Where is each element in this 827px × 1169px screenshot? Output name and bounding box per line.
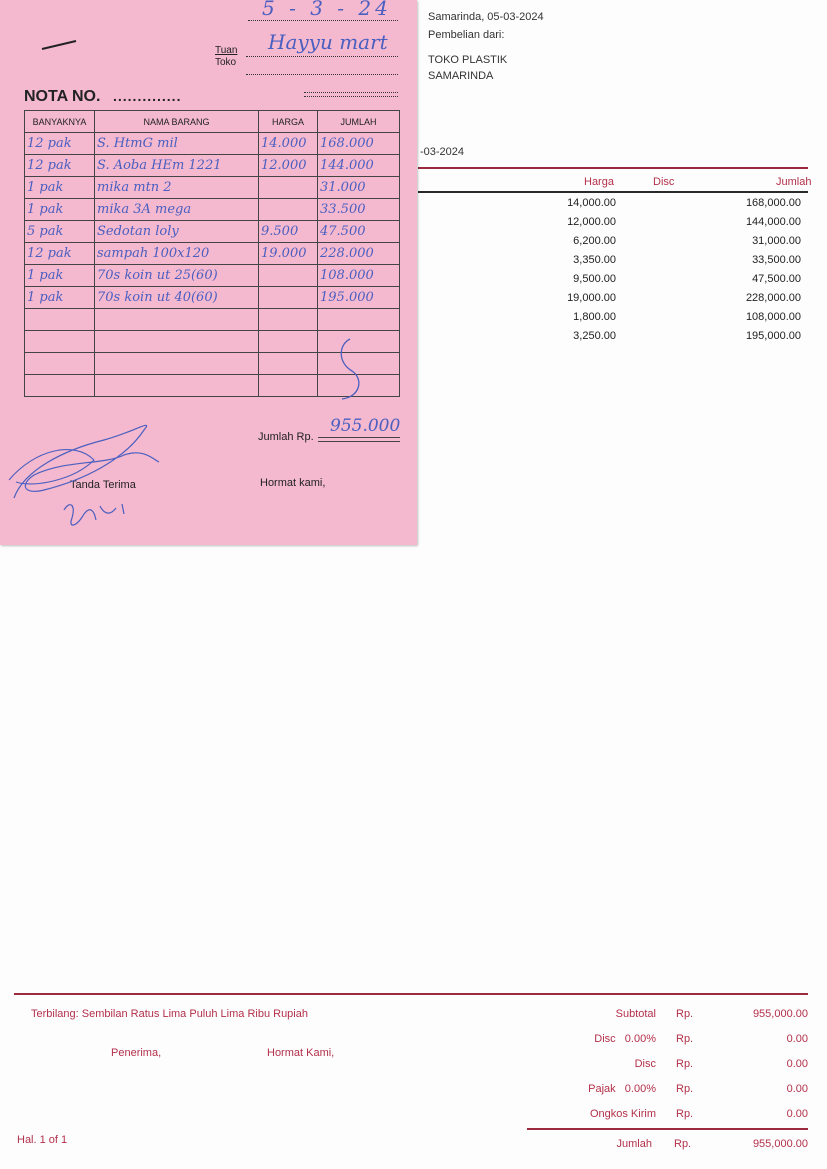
total-rule <box>527 1128 808 1130</box>
header-price: HARGA <box>259 111 318 133</box>
customer-dotted-line-1 <box>246 56 398 57</box>
receipt-cell-price <box>259 265 318 287</box>
table-header-rule <box>418 191 808 193</box>
scribble-mark-icon <box>330 335 370 405</box>
invoice-row-amount: 31,000.00 <box>752 235 801 247</box>
summary-currency: Rp. <box>676 1033 694 1045</box>
receipt-cell-price <box>259 331 318 353</box>
header-qty: BANYAKNYA <box>25 111 95 133</box>
receipt-hand-name: S. HtmG mil <box>97 136 178 151</box>
receipt-hand-amount: 31.000 <box>320 180 366 195</box>
sign-receiver-label: Tanda Terima <box>70 479 136 491</box>
receipt-date-hand: 5 - 3 - 24 <box>262 0 392 20</box>
receipt-hand-name: Sedotan loly <box>97 224 179 239</box>
receipt-cell-qty <box>25 155 95 177</box>
invoice-row-amount: 228,000.00 <box>745 292 801 304</box>
customer-name-hand: Hayyu mart <box>268 30 388 54</box>
nota-number-dots: .............. <box>113 88 182 104</box>
invoice-row-price: 6,200.00 <box>573 235 616 247</box>
col-header-price: Harga <box>584 176 614 188</box>
summary-label: Pajak 0.00% <box>588 1083 656 1095</box>
receiver-label: Penerima, <box>111 1047 162 1059</box>
svg-text:Andi: Andi <box>74 530 77 531</box>
summary-value: 955,000.00 <box>752 1008 808 1020</box>
receipt-cell-qty <box>25 177 95 199</box>
receipt-cell-price <box>259 375 318 397</box>
receipt-hand-name: sampah 100x120 <box>97 246 210 261</box>
invoice-row-amount: 195,000.00 <box>745 330 801 342</box>
receipt-cell-qty <box>25 265 95 287</box>
receipt-hand-qty: 1 pak <box>27 202 64 217</box>
tuan-label: Tuan <box>215 45 238 56</box>
place-date: Samarinda, 05-03-2024 <box>428 11 544 23</box>
summary-value: 0.00 <box>786 1033 808 1045</box>
receipt-hand-name: mika 3A mega <box>97 202 192 217</box>
receipt-cell-qty <box>25 375 95 397</box>
receipt-hand-name: 70s koin ut 25(60) <box>97 268 218 283</box>
receipt-hand-price: 14.000 <box>261 136 307 151</box>
col-header-amount: Jumlah <box>776 176 812 188</box>
page-label: Hal. 1 of 1 <box>17 1134 68 1146</box>
receipt-cell-name <box>95 177 259 199</box>
receipt-hand-qty: 1 pak <box>27 268 64 283</box>
receipt-hand-qty: 1 pak <box>27 290 64 305</box>
regards-label: Hormat Kami, <box>267 1047 335 1059</box>
receipt-cell-price <box>259 199 318 221</box>
receipt-total-underline-1 <box>318 437 400 438</box>
receipt-cell-price <box>259 309 318 331</box>
receipt-cell-amount <box>318 287 400 309</box>
receipt-cell-price <box>259 287 318 309</box>
receipt-cell-qty <box>25 221 95 243</box>
summary-label: Disc <box>634 1058 656 1070</box>
total-label: Jumlah <box>616 1138 652 1150</box>
vendor-city: SAMARINDA <box>428 70 494 82</box>
date-dotted-line <box>248 20 398 21</box>
pen-mark-icon <box>40 38 80 52</box>
total-currency: Rp. <box>674 1138 692 1150</box>
receipt-cell-name <box>95 221 259 243</box>
receipt-cell-name <box>95 243 259 265</box>
receipt-cell-qty <box>25 309 95 331</box>
receipt-row <box>25 265 400 287</box>
receipt-cell-amount <box>318 177 400 199</box>
receipt-total-hand: 955.000 <box>330 416 401 436</box>
receipt-hand-amount: 144.000 <box>320 158 374 173</box>
invoice-row-price: 3,350.00 <box>573 254 616 266</box>
invoice-row-amount: 108,000.00 <box>745 311 801 323</box>
receipt-cell-name <box>95 309 259 331</box>
summary-value: 0.00 <box>786 1108 808 1120</box>
purchase-from-label: Pembelian dari: <box>428 29 505 41</box>
invoice-row-amount: 144,000.00 <box>745 216 801 228</box>
receipt-cell-qty <box>25 287 95 309</box>
receipt-cell-price <box>259 353 318 375</box>
receipt-hand-qty: 12 pak <box>27 158 72 173</box>
receipt-hand-amount: 168.000 <box>320 136 374 151</box>
summary-label: Disc 0.00% <box>594 1033 656 1045</box>
summary-value: 0.00 <box>786 1058 808 1070</box>
receipt-hand-price: 12.000 <box>261 158 307 173</box>
receipt-cell-amount <box>318 243 400 265</box>
invoice-row-price: 12,000.00 <box>567 216 616 228</box>
summary-currency: Rp. <box>676 1108 694 1120</box>
toko-label: Toko <box>215 57 237 68</box>
invoice-row-price: 19,000.00 <box>567 292 616 304</box>
summary-currency: Rp. <box>676 1083 694 1095</box>
receipt-hand-amount: 195.000 <box>320 290 374 305</box>
receipt-cell-qty <box>25 331 95 353</box>
sign-regards-label: Hormat kami, <box>260 477 326 489</box>
receipt-cell-name <box>95 331 259 353</box>
nota-label: NOTA NO. <box>24 88 101 105</box>
col-header-disc: Disc <box>653 176 675 188</box>
receipt-row <box>25 133 400 155</box>
receipt-hand-name: 70s koin ut 40(60) <box>97 290 218 305</box>
receipt-row <box>25 243 400 265</box>
invoice-row-price: 1,800.00 <box>573 311 616 323</box>
receipt-cell-name <box>95 199 259 221</box>
receipt-cell-name <box>95 353 259 375</box>
receipt-cell-amount <box>318 199 400 221</box>
receipt-cell-qty <box>25 133 95 155</box>
receipt-cell-price <box>259 221 318 243</box>
receipt-hand-qty: 12 pak <box>27 246 72 261</box>
summary-currency: Rp. <box>676 1058 694 1070</box>
receipt-cell-amount <box>318 265 400 287</box>
signature-image <box>4 410 174 540</box>
receipt-hand-amount: 47.500 <box>320 224 366 239</box>
receipt-cell-amount <box>318 221 400 243</box>
summary-label: Subtotal <box>615 1008 656 1020</box>
receipt-cell-price <box>259 133 318 155</box>
receipt-cell-name <box>95 287 259 309</box>
receipt-row <box>25 309 400 331</box>
invoice-row-amount: 47,500.00 <box>752 273 801 285</box>
receipt-cell-amount <box>318 133 400 155</box>
invoice-row-price: 14,000.00 <box>567 197 616 209</box>
receipt-cell-price <box>259 177 318 199</box>
date-fragment: -03-2024 <box>420 146 465 158</box>
header-amount: JUMLAH <box>318 111 400 133</box>
invoice-row-amount: 33,500.00 <box>752 254 801 266</box>
receipt-cell-qty <box>25 199 95 221</box>
customer-dotted-line-2 <box>246 74 398 75</box>
invoice-row-price: 3,250.00 <box>573 330 616 342</box>
receipt-hand-amount: 33.500 <box>320 202 366 217</box>
receipt-row <box>25 287 400 309</box>
receipt-hand-name: mika mtn 2 <box>97 180 172 195</box>
receipt-row <box>25 155 400 177</box>
receipt-row <box>25 199 400 221</box>
receipt-row <box>25 177 400 199</box>
receipt-cell-name <box>95 155 259 177</box>
receipt-cell-amount <box>318 155 400 177</box>
handwritten-receipt <box>0 0 417 545</box>
invoice-row-amount: 168,000.00 <box>745 197 801 209</box>
receipt-cell-amount <box>318 309 400 331</box>
receipt-total-label: Jumlah Rp. <box>258 431 314 443</box>
receipt-cell-price <box>259 243 318 265</box>
receipt-hand-qty: 12 pak <box>27 136 72 151</box>
vendor-name: TOKO PLASTIK <box>428 54 508 66</box>
summary-value: 0.00 <box>786 1083 808 1095</box>
receipt-cell-price <box>259 155 318 177</box>
receipt-cell-qty <box>25 243 95 265</box>
receipt-hand-price: 19.000 <box>261 246 307 261</box>
receipt-cell-qty <box>25 353 95 375</box>
receipt-hand-price: 9.500 <box>261 224 299 239</box>
invoice-row-price: 9,500.00 <box>573 273 616 285</box>
receipt-total-underline-2 <box>318 441 400 442</box>
nota-dotted-line-1 <box>304 92 398 93</box>
receipt-cell-name <box>95 133 259 155</box>
table-top-rule <box>418 167 808 169</box>
nota-dotted-line-2 <box>304 96 398 97</box>
total-value: 955,000.00 <box>752 1138 808 1150</box>
amount-in-words: Terbilang: Sembilan Ratus Lima Puluh Lima Ribu Rupiah <box>31 1008 308 1020</box>
footer-top-rule <box>14 993 808 995</box>
receipt-hand-amount: 108.000 <box>320 268 374 283</box>
receipt-cell-name <box>95 265 259 287</box>
receipt-row <box>25 221 400 243</box>
receipt-cell-name <box>95 375 259 397</box>
summary-currency: Rp. <box>676 1008 694 1020</box>
header-item-name: NAMA BARANG <box>95 111 259 133</box>
summary-label: Ongkos Kirim <box>589 1108 656 1120</box>
receipt-hand-name: S. Aoba HEm 1221 <box>97 158 222 173</box>
receipt-hand-qty: 5 pak <box>27 224 64 239</box>
receipt-hand-qty: 1 pak <box>27 180 64 195</box>
receipt-hand-amount: 228.000 <box>320 246 374 261</box>
